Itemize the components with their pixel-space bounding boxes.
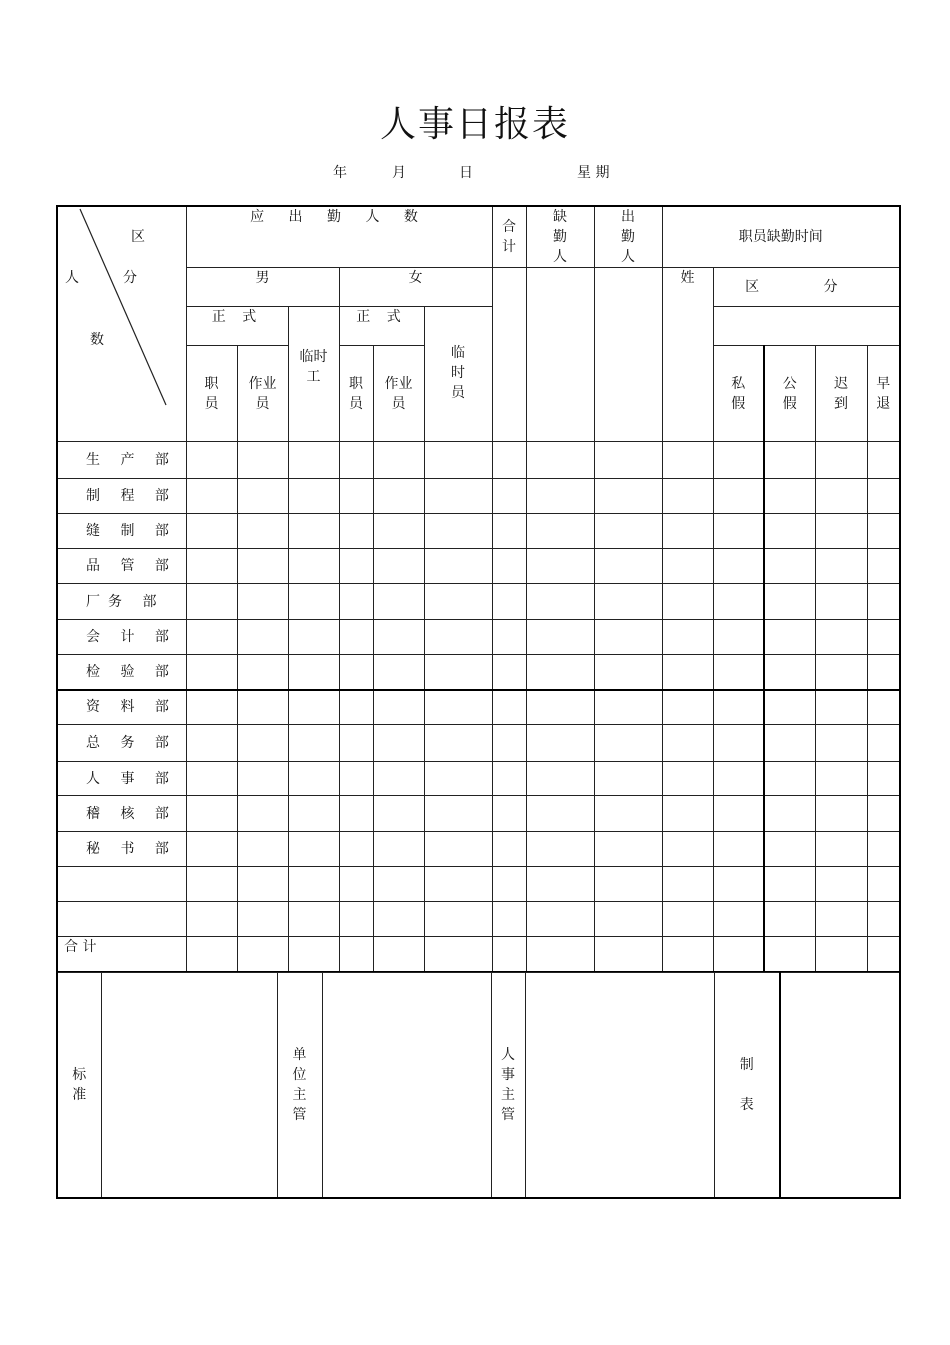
data-cell[interactable] <box>288 584 339 620</box>
data-cell[interactable] <box>526 796 594 832</box>
data-cell[interactable] <box>594 514 662 549</box>
unit-supervisor-label: 单位主管 <box>277 973 322 1199</box>
data-cell[interactable] <box>594 549 662 584</box>
data-cell[interactable] <box>424 620 492 655</box>
data-cell[interactable] <box>594 584 662 620</box>
name-header: 姓 <box>662 268 713 442</box>
official-leave-header: 公假 <box>764 346 815 442</box>
data-cell[interactable] <box>237 514 288 549</box>
data-cell[interactable] <box>815 442 867 479</box>
female-formal-header: 正 式 <box>339 307 424 346</box>
data-cell[interactable] <box>815 584 867 620</box>
prepared-by-label: 制 表 <box>714 973 780 1199</box>
data-cell[interactable] <box>373 620 424 655</box>
data-cell[interactable] <box>424 902 492 937</box>
data-cell[interactable] <box>492 442 526 479</box>
data-cell[interactable] <box>867 620 900 655</box>
data-cell[interactable] <box>339 902 373 937</box>
data-cell[interactable] <box>373 867 424 902</box>
data-cell[interactable] <box>662 690 713 725</box>
data-cell[interactable] <box>526 725 594 762</box>
table-row <box>57 514 900 549</box>
data-cell[interactable] <box>237 549 288 584</box>
data-cell[interactable] <box>594 832 662 867</box>
data-cell[interactable] <box>867 479 900 514</box>
data-cell[interactable] <box>594 902 662 937</box>
data-cell[interactable] <box>288 442 339 479</box>
data-cell[interactable] <box>237 762 288 796</box>
data-cell[interactable] <box>339 549 373 584</box>
data-cell[interactable] <box>815 620 867 655</box>
data-cell[interactable] <box>764 796 815 832</box>
data-cell[interactable] <box>339 655 373 690</box>
data-cell[interactable] <box>662 584 713 620</box>
data-cell[interactable] <box>288 902 339 937</box>
data-cell[interactable] <box>526 479 594 514</box>
department-name: 检 验 部 <box>57 655 186 690</box>
data-cell[interactable] <box>713 620 764 655</box>
unit-supervisor-field[interactable] <box>322 973 491 1199</box>
data-cell[interactable] <box>764 867 815 902</box>
data-cell[interactable] <box>713 867 764 902</box>
data-cell[interactable] <box>713 514 764 549</box>
data-cell[interactable] <box>867 514 900 549</box>
data-cell[interactable] <box>713 690 764 725</box>
data-cell[interactable] <box>237 832 288 867</box>
data-cell[interactable] <box>764 690 815 725</box>
data-cell[interactable] <box>526 690 594 725</box>
data-cell[interactable] <box>815 725 867 762</box>
early-leave-header: 早退 <box>867 346 900 442</box>
data-cell[interactable] <box>339 867 373 902</box>
data-cell[interactable] <box>815 762 867 796</box>
data-cell[interactable] <box>815 902 867 937</box>
data-cell[interactable] <box>492 762 526 796</box>
data-cell[interactable] <box>373 442 424 479</box>
data-cell[interactable] <box>186 655 237 690</box>
data-cell[interactable] <box>492 690 526 725</box>
present-count-header: 出勤人 <box>594 206 662 268</box>
table-row <box>57 725 900 762</box>
data-cell[interactable] <box>339 796 373 832</box>
corner-qu: 区 <box>131 229 145 245</box>
data-cell[interactable] <box>492 725 526 762</box>
expected-attendance-header: 应 出 勤 人 数 <box>186 206 492 268</box>
header-row-1 <box>57 206 900 268</box>
data-cell[interactable] <box>424 796 492 832</box>
data-cell[interactable] <box>288 796 339 832</box>
data-cell[interactable] <box>713 725 764 762</box>
data-cell[interactable] <box>186 902 237 937</box>
data-cell[interactable] <box>867 832 900 867</box>
data-cell[interactable] <box>373 655 424 690</box>
data-cell[interactable] <box>424 655 492 690</box>
data-cell[interactable] <box>713 479 764 514</box>
data-cell[interactable] <box>867 584 900 620</box>
month-label: 月 <box>392 165 406 181</box>
data-cell[interactable] <box>339 514 373 549</box>
data-cell[interactable] <box>764 442 815 479</box>
male-staff-header: 职员 <box>186 346 237 442</box>
data-cell[interactable] <box>713 442 764 479</box>
female-header: 女 <box>339 268 492 307</box>
data-cell[interactable] <box>424 549 492 584</box>
table-row <box>57 867 900 902</box>
data-cell[interactable] <box>662 655 713 690</box>
data-cell[interactable] <box>288 620 339 655</box>
standard-field[interactable] <box>101 973 277 1199</box>
data-cell[interactable] <box>764 832 815 867</box>
data-cell[interactable] <box>594 479 662 514</box>
data-cell[interactable] <box>526 514 594 549</box>
corner-cell <box>57 206 186 442</box>
data-cell[interactable] <box>186 442 237 479</box>
data-cell[interactable] <box>594 690 662 725</box>
data-cell[interactable] <box>424 725 492 762</box>
data-cell[interactable] <box>867 690 900 725</box>
data-cell[interactable] <box>662 832 713 867</box>
table-row <box>57 796 900 832</box>
data-cell[interactable] <box>186 690 237 725</box>
data-cell[interactable] <box>373 902 424 937</box>
department-name <box>57 867 186 902</box>
late-header: 迟到 <box>815 346 867 442</box>
data-cell[interactable] <box>186 514 237 549</box>
data-cell[interactable] <box>424 690 492 725</box>
data-cell[interactable] <box>815 514 867 549</box>
data-cell[interactable] <box>373 762 424 796</box>
data-cell[interactable] <box>492 620 526 655</box>
data-cell[interactable] <box>662 442 713 479</box>
data-cell[interactable] <box>662 762 713 796</box>
data-cell[interactable] <box>237 655 288 690</box>
data-cell[interactable] <box>526 867 594 902</box>
table-row <box>57 762 900 796</box>
data-cell[interactable] <box>339 442 373 479</box>
staff-absence-time-header: 职员缺勤时间 <box>662 206 900 268</box>
department-name: 总 务 部 <box>57 725 186 762</box>
data-cell[interactable] <box>526 832 594 867</box>
data-cell[interactable] <box>526 762 594 796</box>
data-cell[interactable] <box>373 584 424 620</box>
data-cell[interactable] <box>526 620 594 655</box>
data-cell[interactable] <box>764 584 815 620</box>
data-cell[interactable] <box>662 549 713 584</box>
weekday-label: 星 期 <box>577 165 610 181</box>
department-name: 生 产 部 <box>57 442 186 479</box>
hr-supervisor-label: 人事主管 <box>491 973 525 1199</box>
data-cell[interactable] <box>186 725 237 762</box>
data-cell[interactable] <box>594 725 662 762</box>
data-cell[interactable] <box>662 867 713 902</box>
department-name: 缝 制 部 <box>57 514 186 549</box>
department-name: 厂务 部 <box>57 584 186 620</box>
corner-shu: 数 <box>90 332 104 348</box>
data-cell[interactable] <box>288 514 339 549</box>
data-cell[interactable] <box>764 620 815 655</box>
data-cell[interactable] <box>764 655 815 690</box>
male-operator-header: 作业员 <box>237 346 288 442</box>
data-cell[interactable] <box>713 762 764 796</box>
data-cell[interactable] <box>815 655 867 690</box>
male-header: 男 <box>186 268 339 307</box>
data-cell[interactable] <box>492 549 526 584</box>
total-row-label: 合 计 <box>57 937 186 972</box>
data-cell[interactable] <box>186 479 237 514</box>
data-cell[interactable] <box>764 514 815 549</box>
signature-table <box>56 972 901 1199</box>
data-cell[interactable] <box>186 762 237 796</box>
data-cell[interactable] <box>815 867 867 902</box>
date-line <box>0 162 950 182</box>
data-cell[interactable] <box>424 442 492 479</box>
corner-fen: 分 <box>123 270 137 286</box>
data-cell[interactable] <box>492 796 526 832</box>
data-cell[interactable] <box>492 514 526 549</box>
data-cell[interactable] <box>526 442 594 479</box>
data-cell[interactable] <box>237 620 288 655</box>
attendance-table <box>56 205 901 973</box>
data-cell[interactable] <box>339 725 373 762</box>
data-cell[interactable] <box>594 442 662 479</box>
data-cell[interactable] <box>237 479 288 514</box>
data-cell[interactable] <box>526 584 594 620</box>
department-name: 人 事 部 <box>57 762 186 796</box>
data-cell[interactable] <box>288 549 339 584</box>
data-cell[interactable] <box>492 584 526 620</box>
data-cell[interactable] <box>424 867 492 902</box>
data-cell[interactable] <box>237 867 288 902</box>
total-row <box>57 937 900 972</box>
department-name <box>57 902 186 937</box>
data-cell[interactable] <box>815 832 867 867</box>
female-staff-header: 职员 <box>339 346 373 442</box>
data-cell[interactable] <box>764 725 815 762</box>
data-cell[interactable] <box>186 584 237 620</box>
data-cell[interactable] <box>526 549 594 584</box>
data-cell[interactable] <box>424 584 492 620</box>
data-cell[interactable] <box>339 584 373 620</box>
data-cell[interactable] <box>662 796 713 832</box>
data-cell[interactable] <box>424 832 492 867</box>
day-label: 日 <box>459 165 473 181</box>
data-cell[interactable] <box>662 620 713 655</box>
data-cell[interactable] <box>492 479 526 514</box>
data-cell[interactable] <box>867 796 900 832</box>
department-name: 品 管 部 <box>57 549 186 584</box>
data-cell[interactable] <box>237 796 288 832</box>
data-cell[interactable] <box>594 762 662 796</box>
data-cell[interactable] <box>764 549 815 584</box>
department-name: 秘 书 部 <box>57 832 186 867</box>
hr-supervisor-field[interactable] <box>525 973 714 1199</box>
table-row <box>57 902 900 937</box>
data-cell[interactable] <box>373 514 424 549</box>
data-cell[interactable] <box>339 832 373 867</box>
data-cell[interactable] <box>526 902 594 937</box>
data-cell[interactable] <box>237 725 288 762</box>
data-cell[interactable] <box>492 832 526 867</box>
data-cell[interactable] <box>594 620 662 655</box>
department-name: 稽 核 部 <box>57 796 186 832</box>
data-cell[interactable] <box>186 867 237 902</box>
data-cell[interactable] <box>339 620 373 655</box>
table-row <box>57 832 900 867</box>
temp-staff-header: 临时员 <box>424 307 492 442</box>
prepared-by-field[interactable] <box>780 973 900 1199</box>
data-cell[interactable] <box>764 902 815 937</box>
data-cell[interactable] <box>373 479 424 514</box>
data-cell[interactable] <box>662 514 713 549</box>
table-row <box>57 655 900 690</box>
data-cell[interactable] <box>815 479 867 514</box>
data-cell[interactable] <box>867 762 900 796</box>
data-cell[interactable] <box>662 902 713 937</box>
data-cell[interactable] <box>424 514 492 549</box>
data-cell[interactable] <box>764 762 815 796</box>
data-cell[interactable] <box>424 479 492 514</box>
data-cell[interactable] <box>867 725 900 762</box>
data-cell[interactable] <box>186 620 237 655</box>
data-cell[interactable] <box>662 725 713 762</box>
data-cell[interactable] <box>288 655 339 690</box>
data-cell[interactable] <box>288 762 339 796</box>
year-label: 年 <box>333 165 347 181</box>
data-cell[interactable] <box>594 655 662 690</box>
data-cell[interactable] <box>492 867 526 902</box>
data-cell[interactable] <box>492 655 526 690</box>
table-row <box>57 584 900 620</box>
data-cell[interactable] <box>713 902 764 937</box>
data-cell[interactable] <box>288 725 339 762</box>
data-cell[interactable] <box>339 762 373 796</box>
table-row <box>57 690 900 725</box>
data-cell[interactable] <box>713 655 764 690</box>
personal-leave-header: 私假 <box>713 346 764 442</box>
table-row <box>57 549 900 584</box>
data-cell[interactable] <box>339 479 373 514</box>
data-cell[interactable] <box>373 690 424 725</box>
data-cell[interactable] <box>526 655 594 690</box>
data-cell[interactable] <box>373 549 424 584</box>
data-cell[interactable] <box>815 796 867 832</box>
department-name: 会 计 部 <box>57 620 186 655</box>
data-cell[interactable] <box>288 867 339 902</box>
data-cell[interactable] <box>288 690 339 725</box>
male-formal-header: 正 式 <box>186 307 288 346</box>
data-cell[interactable] <box>237 690 288 725</box>
diagonal-line <box>58 207 186 441</box>
data-cell[interactable] <box>815 549 867 584</box>
data-cell[interactable] <box>186 796 237 832</box>
table-row <box>57 442 900 479</box>
data-cell[interactable] <box>867 867 900 902</box>
table-row <box>57 479 900 514</box>
data-cell[interactable] <box>594 867 662 902</box>
absent-count-header: 缺勤人 <box>526 206 594 268</box>
department-name: 制 程 部 <box>57 479 186 514</box>
data-cell[interactable] <box>237 442 288 479</box>
data-cell[interactable] <box>339 690 373 725</box>
data-cell[interactable] <box>713 832 764 867</box>
data-cell[interactable] <box>867 655 900 690</box>
data-cell[interactable] <box>764 479 815 514</box>
data-cell[interactable] <box>594 796 662 832</box>
standard-label: 标准 <box>57 973 101 1199</box>
data-cell[interactable] <box>237 584 288 620</box>
data-cell[interactable] <box>288 832 339 867</box>
data-cell[interactable] <box>713 796 764 832</box>
data-cell[interactable] <box>867 549 900 584</box>
data-cell[interactable] <box>373 796 424 832</box>
total-header: 合计 <box>492 206 526 268</box>
department-rows <box>57 442 900 937</box>
data-cell[interactable] <box>237 902 288 937</box>
female-operator-header: 作业员 <box>373 346 424 442</box>
corner-ren: 人 <box>65 270 79 286</box>
data-cell[interactable] <box>713 549 764 584</box>
table-row <box>57 620 900 655</box>
data-cell[interactable] <box>373 832 424 867</box>
temp-worker-header: 临时工 <box>288 307 339 442</box>
data-cell[interactable] <box>288 479 339 514</box>
category-header: 区 分 <box>713 268 900 307</box>
data-cell[interactable] <box>186 549 237 584</box>
data-cell[interactable] <box>815 690 867 725</box>
data-cell[interactable] <box>867 902 900 937</box>
data-cell[interactable] <box>373 725 424 762</box>
page-title: 人事日报表 <box>379 104 570 145</box>
data-cell[interactable] <box>713 584 764 620</box>
data-cell[interactable] <box>424 762 492 796</box>
data-cell[interactable] <box>492 902 526 937</box>
data-cell[interactable] <box>662 479 713 514</box>
data-cell[interactable] <box>867 442 900 479</box>
data-cell[interactable] <box>186 832 237 867</box>
department-name: 资 料 部 <box>57 690 186 725</box>
